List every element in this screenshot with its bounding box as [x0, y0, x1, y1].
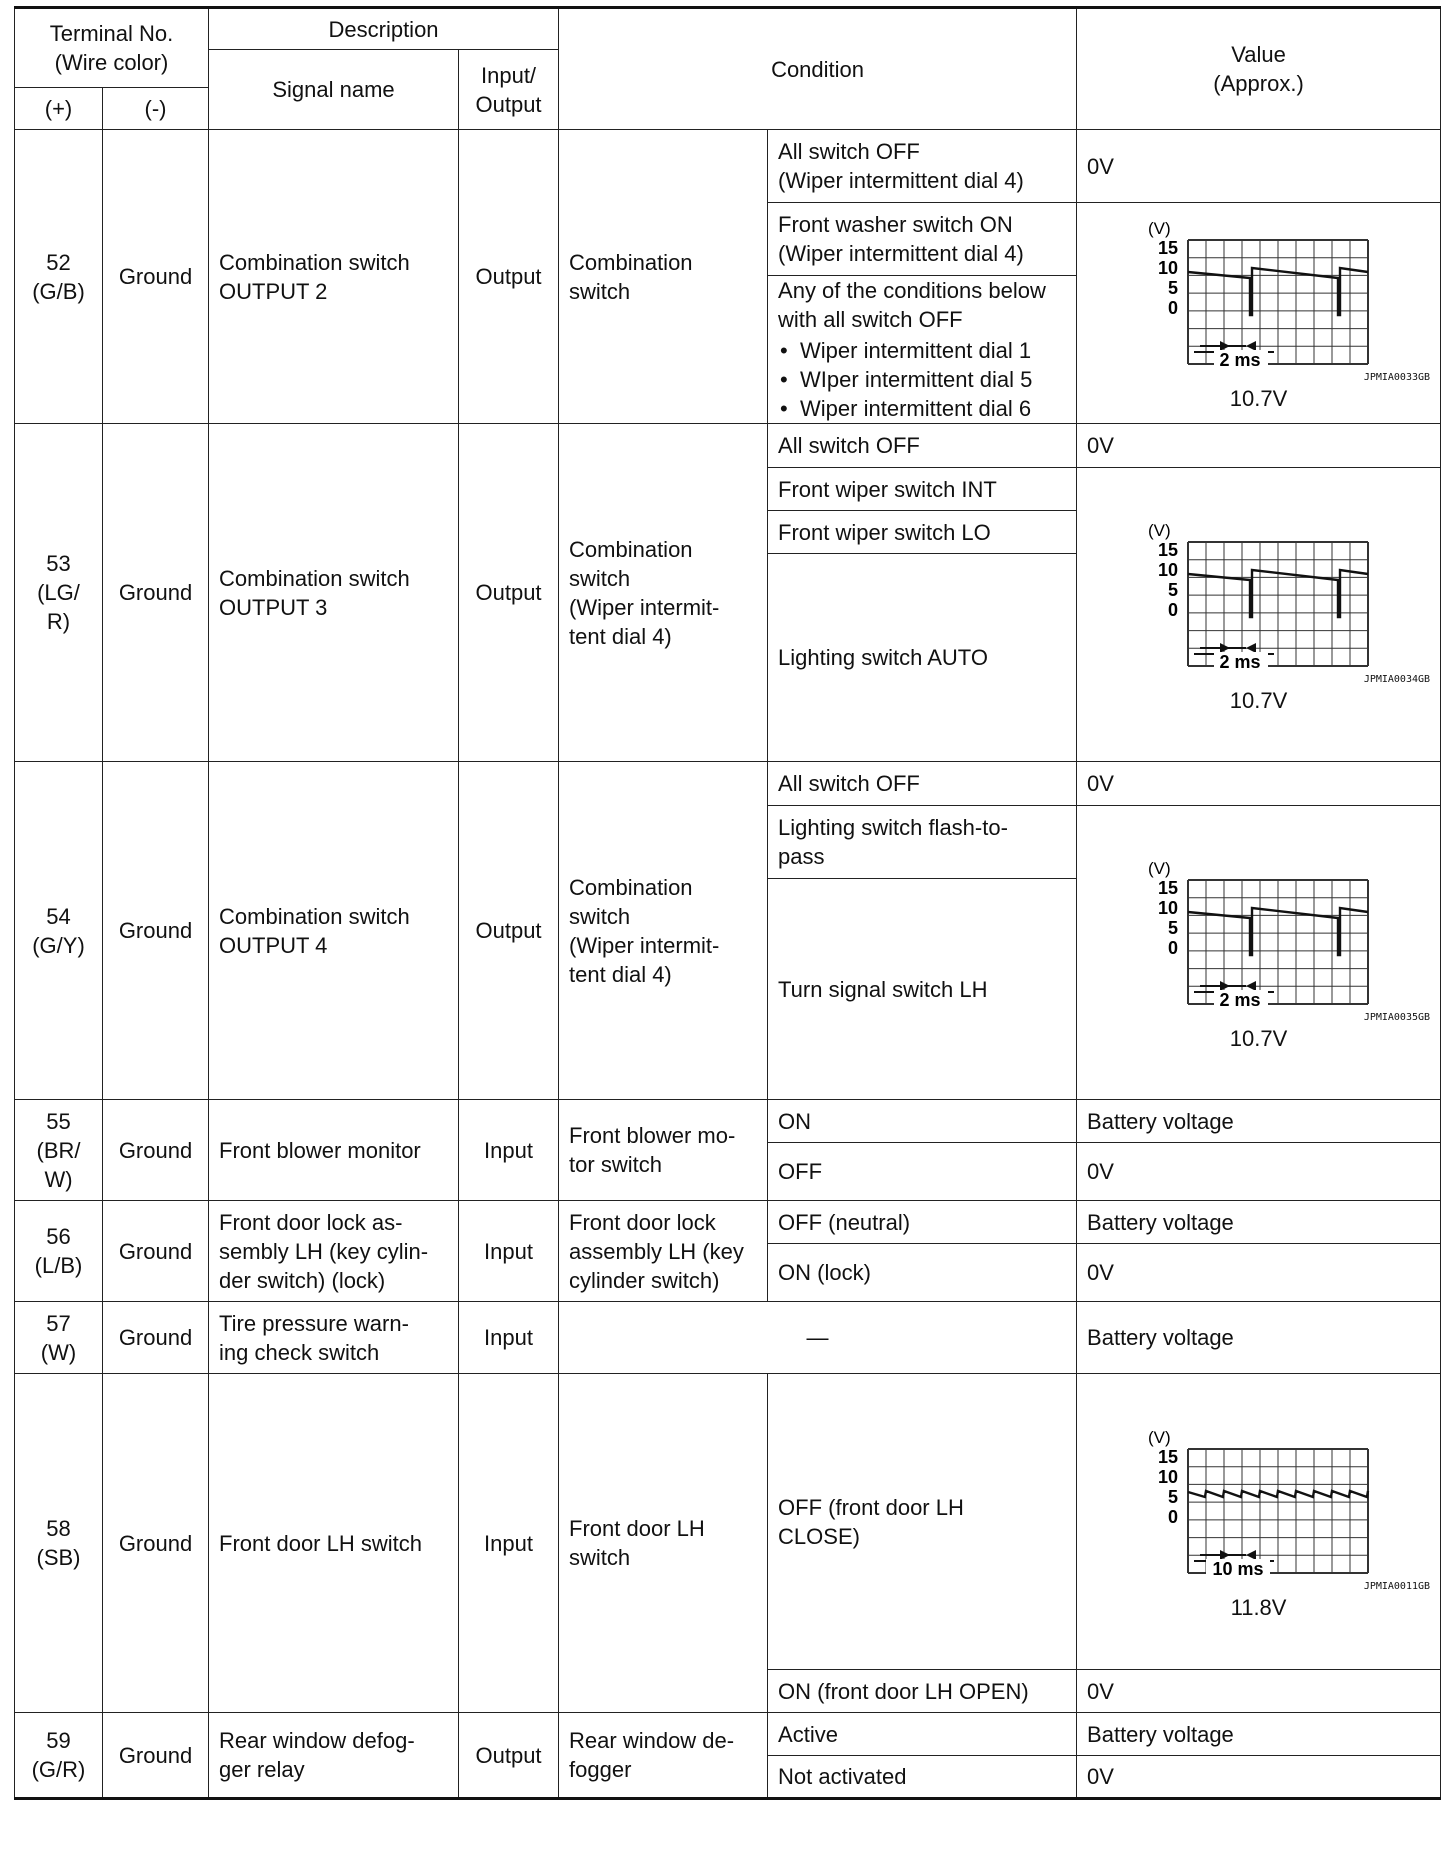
condition-cell: ON	[768, 1100, 1077, 1143]
terminal-number: 59	[46, 1728, 71, 1753]
condition-line: All switch OFF	[778, 139, 920, 164]
signal-name-cell	[209, 130, 459, 424]
waveform-value: 10.7V	[1229, 687, 1288, 713]
wave-unit-label: (V)	[1147, 858, 1171, 878]
list-item: • Wiper intermittent dial 6	[800, 394, 1066, 423]
wire-color: (SB)	[36, 1545, 81, 1570]
signal-line: der switch) (lock)	[219, 1267, 386, 1293]
condition-line: (Wiper intermittent dial 4)	[778, 241, 1024, 266]
signal-line: Combination switch	[219, 903, 410, 929]
condition-group-line: (Wiper intermit-	[569, 932, 720, 958]
condition-cell	[768, 806, 1077, 879]
wave-y-ticks	[1158, 878, 1178, 958]
io-cell: Input	[459, 1201, 559, 1302]
signal-line: Tire pressure warn-	[219, 1310, 409, 1336]
waveform-cell	[1077, 806, 1441, 1100]
y-tick-label: 10	[1157, 258, 1178, 278]
y-tick-label: 0	[1167, 298, 1178, 318]
waveform-chart	[1134, 212, 1384, 372]
signal-line: Rear window defog-	[219, 1728, 415, 1753]
condition-group-line: switch	[569, 565, 631, 591]
terminal-no-header	[15, 8, 209, 88]
y-tick-label: 15	[1157, 238, 1178, 258]
time-scale-label: 10 ms	[1212, 1558, 1264, 1579]
y-tick-label: 0	[1167, 1506, 1178, 1527]
condition-line: Any of the conditions below	[778, 278, 1046, 303]
description-header: Description	[209, 8, 559, 50]
condition-cell: Active	[768, 1713, 1077, 1756]
wire-color-label: (Wire color)	[54, 50, 169, 75]
y-tick-label: 5	[1167, 1486, 1178, 1507]
wire-color: W)	[44, 1166, 73, 1192]
spec-page	[14, 6, 1440, 1800]
terminal-number: 52	[46, 249, 71, 275]
wire-color: (G/R)	[31, 1757, 86, 1782]
list-item: • Wiper intermittent dial 1	[800, 336, 1066, 365]
condition-group-cell	[559, 762, 768, 1100]
signal-line: sembly LH (key cylin-	[219, 1238, 429, 1264]
condition-cell: Not activated	[768, 1756, 1077, 1799]
condition-group-line: (Wiper intermit-	[569, 594, 720, 620]
y-tick-label: 0	[1167, 599, 1178, 620]
ground-cell: Ground	[103, 1302, 209, 1374]
terminal-no-label: Terminal No.	[49, 21, 174, 46]
value-cell: 0V	[1077, 1756, 1441, 1799]
y-tick-label: 0	[1167, 937, 1178, 958]
value-cell: 0V	[1077, 1143, 1441, 1201]
ground-cell: Ground	[103, 1713, 209, 1799]
value-cell: 0V	[1077, 1244, 1441, 1302]
io-cell: Input	[459, 1100, 559, 1201]
value-cell: Battery voltage	[1077, 1713, 1441, 1756]
condition-group-line: Combination	[569, 874, 693, 900]
ground-cell: Ground	[103, 762, 209, 1100]
wave-y-ticks	[1158, 238, 1178, 318]
table-row	[15, 1374, 1441, 1670]
condition-group-cell	[559, 424, 768, 762]
condition-group-line: tor switch	[569, 1152, 662, 1177]
signal-line: Combination switch	[219, 249, 410, 275]
terminal-spec-table	[14, 6, 1441, 1800]
value-cell: Battery voltage	[1077, 1100, 1441, 1143]
y-tick-label: 15	[1157, 539, 1178, 560]
condition-line: pass	[778, 844, 825, 869]
ground-cell: Ground	[103, 1201, 209, 1302]
io-cell: Output	[459, 1713, 559, 1799]
condition-group-cell	[559, 1100, 768, 1201]
condition-cell	[768, 276, 1077, 424]
io-cell: Input	[459, 1302, 559, 1374]
condition-cell: All switch OFF	[768, 424, 1077, 468]
waveform-cell	[1077, 468, 1441, 762]
wire-color: (W)	[40, 1339, 77, 1365]
figure-code: JPMIA0034GB	[1363, 673, 1431, 685]
wire-color: (G/Y)	[32, 932, 85, 958]
table-row	[15, 1713, 1441, 1756]
value-cell: 0V	[1077, 130, 1441, 203]
waveform-chart	[1134, 514, 1384, 674]
condition-group-line: switch	[569, 903, 631, 929]
wave-y-ticks	[1158, 540, 1178, 620]
minus-header: (-)	[103, 88, 209, 130]
waveform-cell	[1077, 1374, 1441, 1670]
terminal-cell	[15, 424, 103, 762]
condition-bullet-list	[778, 336, 1066, 423]
condition-group-line: Front blower mo-	[569, 1123, 736, 1148]
signal-name-cell	[209, 1713, 459, 1799]
wire-color: (G/B)	[32, 278, 85, 304]
condition-group-line: fogger	[569, 1757, 632, 1782]
terminal-cell	[15, 1100, 103, 1201]
wire-color: (BR/	[36, 1137, 81, 1163]
y-tick-label: 10	[1157, 1466, 1178, 1487]
y-tick-label: 10	[1157, 559, 1178, 580]
table-row	[15, 1201, 1441, 1244]
input-output-label-2: Output	[475, 91, 542, 117]
condition-cell: All switch OFF	[768, 762, 1077, 806]
signal-name-cell: Front door LH switch	[209, 1374, 459, 1713]
input-output-header	[459, 50, 559, 130]
terminal-cell	[15, 1201, 103, 1302]
value-cell: Battery voltage	[1077, 1201, 1441, 1244]
table-row	[15, 1302, 1441, 1374]
header-row-1	[15, 8, 1441, 50]
terminal-number: 56	[46, 1224, 71, 1249]
condition-group-line: Front door lock	[569, 1209, 716, 1235]
ground-cell: Ground	[103, 130, 209, 424]
condition-group-line: tent dial 4)	[569, 961, 672, 987]
condition-group-cell	[559, 1713, 768, 1799]
wave-unit-label: (V)	[1147, 219, 1171, 238]
value-cell: Battery voltage	[1077, 1302, 1441, 1374]
figure-code: JPMIA0033GB	[1363, 372, 1431, 383]
condition-group-line: Rear window de-	[569, 1728, 735, 1753]
table-row	[15, 130, 1441, 203]
time-scale-label: 2 ms	[1219, 350, 1261, 370]
time-scale-label: 2 ms	[1219, 651, 1261, 672]
signal-line: OUTPUT 2	[219, 278, 328, 304]
waveform-chart	[1134, 1421, 1384, 1581]
y-tick-label: 15	[1157, 1446, 1178, 1467]
ground-cell: Ground	[103, 1374, 209, 1713]
io-cell: Input	[459, 1374, 559, 1713]
wave-unit-label: (V)	[1147, 520, 1171, 540]
condition-cell: OFF (neutral)	[768, 1201, 1077, 1244]
wire-color: R)	[46, 609, 71, 634]
signal-name-cell	[209, 424, 459, 762]
condition-group-cell: Combination switch	[559, 130, 768, 424]
condition-group-line: Combination	[569, 536, 693, 562]
condition-cell: Front wiper switch INT	[768, 468, 1077, 511]
plus-header: (+)	[15, 88, 103, 130]
condition-cell: Front wiper switch LO	[768, 511, 1077, 554]
terminal-cell	[15, 762, 103, 1100]
wire-color: (LG/	[37, 580, 80, 605]
list-item: • WIper intermittent dial 5	[800, 365, 1066, 394]
condition-cell	[768, 203, 1077, 276]
time-scale-marker	[1194, 1550, 1274, 1579]
signal-name-cell	[209, 762, 459, 1100]
signal-line: OUTPUT 3	[219, 594, 328, 620]
terminal-cell	[15, 130, 103, 424]
y-tick-label: 5	[1167, 917, 1178, 938]
condition-group-line: tent dial 4)	[569, 623, 672, 649]
waveform-value: 10.7V	[1229, 1025, 1288, 1051]
terminal-cell	[15, 1302, 103, 1374]
condition-group-line: switch	[569, 1545, 631, 1570]
terminal-number: 58	[46, 1516, 71, 1541]
terminal-cell	[15, 1374, 103, 1713]
condition-line: Lighting switch flash-to-	[778, 815, 1008, 840]
condition-line: OFF (front door LH	[778, 1494, 964, 1520]
waveform-value: 10.7V	[1229, 386, 1288, 411]
signal-line: Front door lock as-	[219, 1209, 403, 1235]
condition-line: (Wiper intermittent dial 4)	[778, 168, 1024, 193]
condition-cell	[768, 1374, 1077, 1670]
value-cell: 0V	[1077, 1670, 1441, 1713]
waveform-chart	[1134, 852, 1384, 1012]
signal-name-header: Signal name	[209, 50, 459, 130]
value-cell: 0V	[1077, 424, 1441, 468]
terminal-number: 54	[46, 903, 71, 929]
io-cell: Output	[459, 424, 559, 762]
figure-code: JPMIA0035GB	[1363, 1011, 1431, 1023]
wave-unit-label: (V)	[1147, 1427, 1171, 1447]
signal-line: ger relay	[219, 1757, 305, 1782]
condition-cell: —	[559, 1302, 1077, 1374]
condition-line: Front washer switch ON	[778, 212, 1013, 237]
condition-group-line: assembly LH (key	[569, 1238, 744, 1264]
signal-name-cell	[209, 1302, 459, 1374]
io-cell: Output	[459, 130, 559, 424]
condition-cell: ON (front door LH OPEN)	[768, 1670, 1077, 1713]
condition-cell	[768, 130, 1077, 203]
condition-cell: Lighting switch AUTO	[768, 554, 1077, 762]
condition-line: CLOSE)	[778, 1523, 860, 1549]
signal-line: ing check switch	[219, 1339, 380, 1365]
condition-cell: Turn signal switch LH	[768, 879, 1077, 1100]
signal-line: OUTPUT 4	[219, 932, 328, 958]
approx-label: (Approx.)	[1213, 71, 1304, 96]
terminal-number: 53	[46, 551, 71, 576]
time-scale-label: 2 ms	[1219, 989, 1261, 1010]
value-cell: 0V	[1077, 762, 1441, 806]
terminal-cell	[15, 1713, 103, 1799]
value-label: Value	[1231, 42, 1286, 67]
condition-group-cell	[559, 1374, 768, 1713]
y-tick-label: 10	[1157, 897, 1178, 918]
input-output-label-1: Input/	[481, 62, 537, 88]
table-row	[15, 424, 1441, 468]
condition-group-cell	[559, 1201, 768, 1302]
ground-cell: Ground	[103, 424, 209, 762]
condition-line: with all switch OFF	[778, 307, 963, 332]
wave-trace	[1188, 1491, 1368, 1497]
table-row	[15, 762, 1441, 806]
terminal-number: 57	[46, 1310, 71, 1336]
y-tick-label: 15	[1157, 877, 1178, 898]
table-row	[15, 1100, 1441, 1143]
signal-name-cell: Front blower monitor	[209, 1100, 459, 1201]
terminal-number: 55	[46, 1108, 71, 1134]
y-tick-label: 5	[1167, 278, 1178, 298]
condition-cell: OFF	[768, 1143, 1077, 1201]
wire-color: (L/B)	[34, 1253, 83, 1278]
figure-code: JPMIA0011GB	[1363, 1580, 1431, 1592]
signal-line: Combination switch	[219, 565, 410, 591]
wave-y-ticks	[1158, 1447, 1178, 1527]
y-tick-label: 5	[1167, 579, 1178, 600]
condition-group-line: cylinder switch)	[569, 1267, 720, 1293]
signal-name-cell	[209, 1201, 459, 1302]
condition-group-line: Front door LH	[569, 1516, 705, 1541]
ground-cell: Ground	[103, 1100, 209, 1201]
waveform-cell	[1077, 203, 1441, 424]
value-header	[1077, 8, 1441, 130]
condition-header: Condition	[559, 8, 1077, 130]
io-cell: Output	[459, 762, 559, 1100]
waveform-value: 11.8V	[1230, 1594, 1287, 1620]
condition-cell: ON (lock)	[768, 1244, 1077, 1302]
